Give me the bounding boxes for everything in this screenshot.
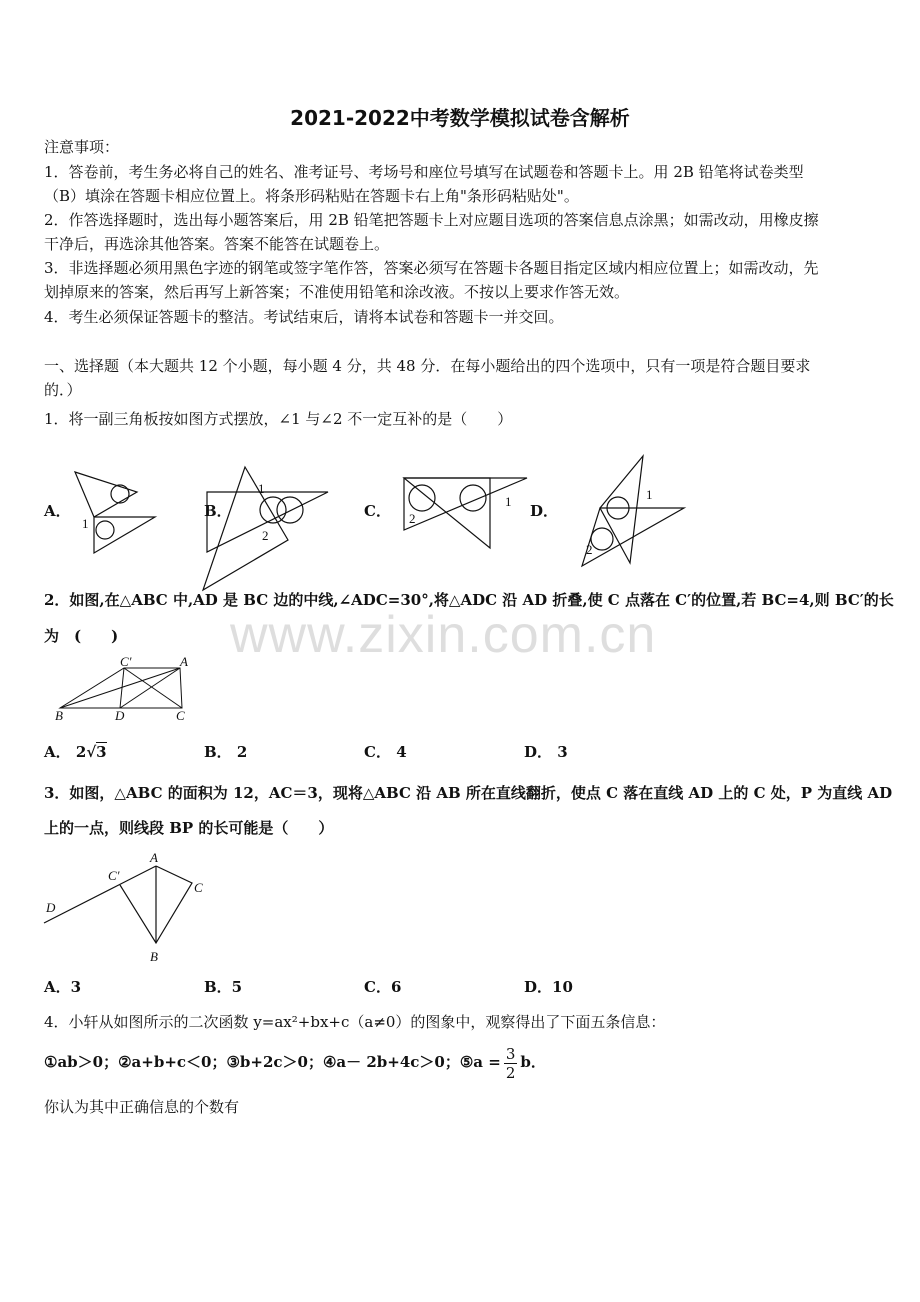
point-d: D	[115, 708, 125, 723]
fraction: $\frac{3}{2}$	[505, 1044, 516, 1082]
q3-stem-cont: 上的一点，则线段 BP 的长可能是（ ）	[44, 819, 334, 837]
q2-option-a[interactable]: A． 2√3	[44, 743, 107, 761]
section-heading: 一、选择题（本大题共 12 个小题，每小题 4 分，共 48 分．在每小题给出的四个选项中，只有一项是符合题目要求	[44, 357, 811, 375]
angle-label-2: 2	[409, 511, 416, 526]
q1-option-b[interactable]: B．	[204, 502, 232, 520]
page-title: 2021-2022中考数学模拟试卷含解析	[290, 106, 630, 130]
point-a: A	[150, 850, 158, 865]
q4-stem: 4．小轩从如图所示的二次函数 y=ax²+bx+c（a≠0）的图象中，观察得出了下面五条信息：	[44, 1013, 666, 1031]
angle-label-1: 1	[646, 487, 653, 502]
angle-label-1: 1	[82, 516, 89, 531]
q2-stem-cont: 为 ( )	[44, 627, 119, 645]
point-a: A	[180, 654, 188, 669]
point-c-prime: C′	[108, 868, 120, 883]
angle-label-1: 1	[258, 481, 265, 496]
q1-stem: 1．将一副三角板按如图方式摆放，∠1 与∠2 不一定互补的是（ ）	[44, 410, 513, 428]
q1-option-a[interactable]: A．	[44, 502, 71, 520]
q2-stem: 2．如图,在△ABC 中,AD 是 BC 边的中线,∠ADC=30°,将△ADC 沿 AD 折叠,使 C 点落在 C′的位置,若 BC=4,则 BC′的长	[44, 591, 894, 609]
notice-line: 划掉原来的答案，然后再写上新答案；不准使用铅笔和涂改液。不按以上要求作答无效。	[44, 283, 630, 301]
notice-line: 4．考生必须保证答题卡的整洁。考试结束后，请将本试卷和答题卡一并交回。	[44, 308, 564, 326]
q3-stem: 3．如图，△ABC 的面积为 12，AC＝3，现将△ABC 沿 AB 所在直线翻折，使点 C 落在直线 AD 上的 C 处，P 为直线 AD	[44, 784, 893, 802]
notice-heading: 注意事项：	[44, 138, 120, 156]
point-b: B	[55, 708, 63, 723]
section-heading-cont: 的．）	[44, 381, 82, 399]
point-b: B	[150, 949, 158, 964]
q4-question: 你认为其中正确信息的个数有	[44, 1098, 240, 1116]
q1-option-d[interactable]: D．	[530, 502, 559, 520]
angle-label-2: 2	[262, 528, 269, 543]
watermark: www.zixin.com.cn	[230, 606, 657, 664]
q3-option-d[interactable]: D．10	[524, 978, 573, 996]
point-d: D	[46, 900, 56, 915]
point-c-prime: C′	[120, 654, 132, 669]
point-c: C	[176, 708, 185, 723]
notice-line: 干净后，再选涂其他答案。答案不能答在试题卷上。	[44, 235, 390, 253]
angle-label-2: 2	[586, 542, 593, 557]
point-c: C	[194, 880, 203, 895]
angle-label-1: 1	[505, 494, 512, 509]
q3-option-b[interactable]: B．5	[204, 978, 243, 996]
q1-option-c[interactable]: C．	[364, 502, 391, 520]
q2-option-b[interactable]: B． 2	[204, 743, 248, 761]
notice-line: 1．答卷前，考生务必将自己的姓名、准考证号、考场号和座位号填写在试题卷和答题卡上。用 2B 铅笔将试卷类型	[44, 163, 804, 181]
q2-option-c[interactable]: C． 4	[364, 743, 407, 761]
q2-option-d[interactable]: D． 3	[524, 743, 568, 761]
notice-line: （B）填涂在答题卡相应位置上。将条形码粘贴在答题卡右上角"条形码粘贴处"。	[44, 187, 579, 205]
q3-option-a[interactable]: A．3	[44, 978, 82, 996]
q4-info: ①ab＞0；②a+b+c＜0；③b+2c＞0；④a－ 2b+4c＞0；⑤a = $\frac{3}{2}$ b．	[44, 1044, 546, 1082]
notice-line: 2．作答选择题时，选出每小题答案后，用 2B 铅笔把答题卡上对应题目选项的答案信息点涂黑；如需改动，用橡皮擦	[44, 211, 819, 229]
notice-line: 3．非选择题必须用黑色字迹的钢笔或签字笔作答，答案必须写在答题卡各题目指定区域内相应位置上；如需改动，先	[44, 259, 819, 277]
q3-option-c[interactable]: C．6	[364, 978, 402, 996]
